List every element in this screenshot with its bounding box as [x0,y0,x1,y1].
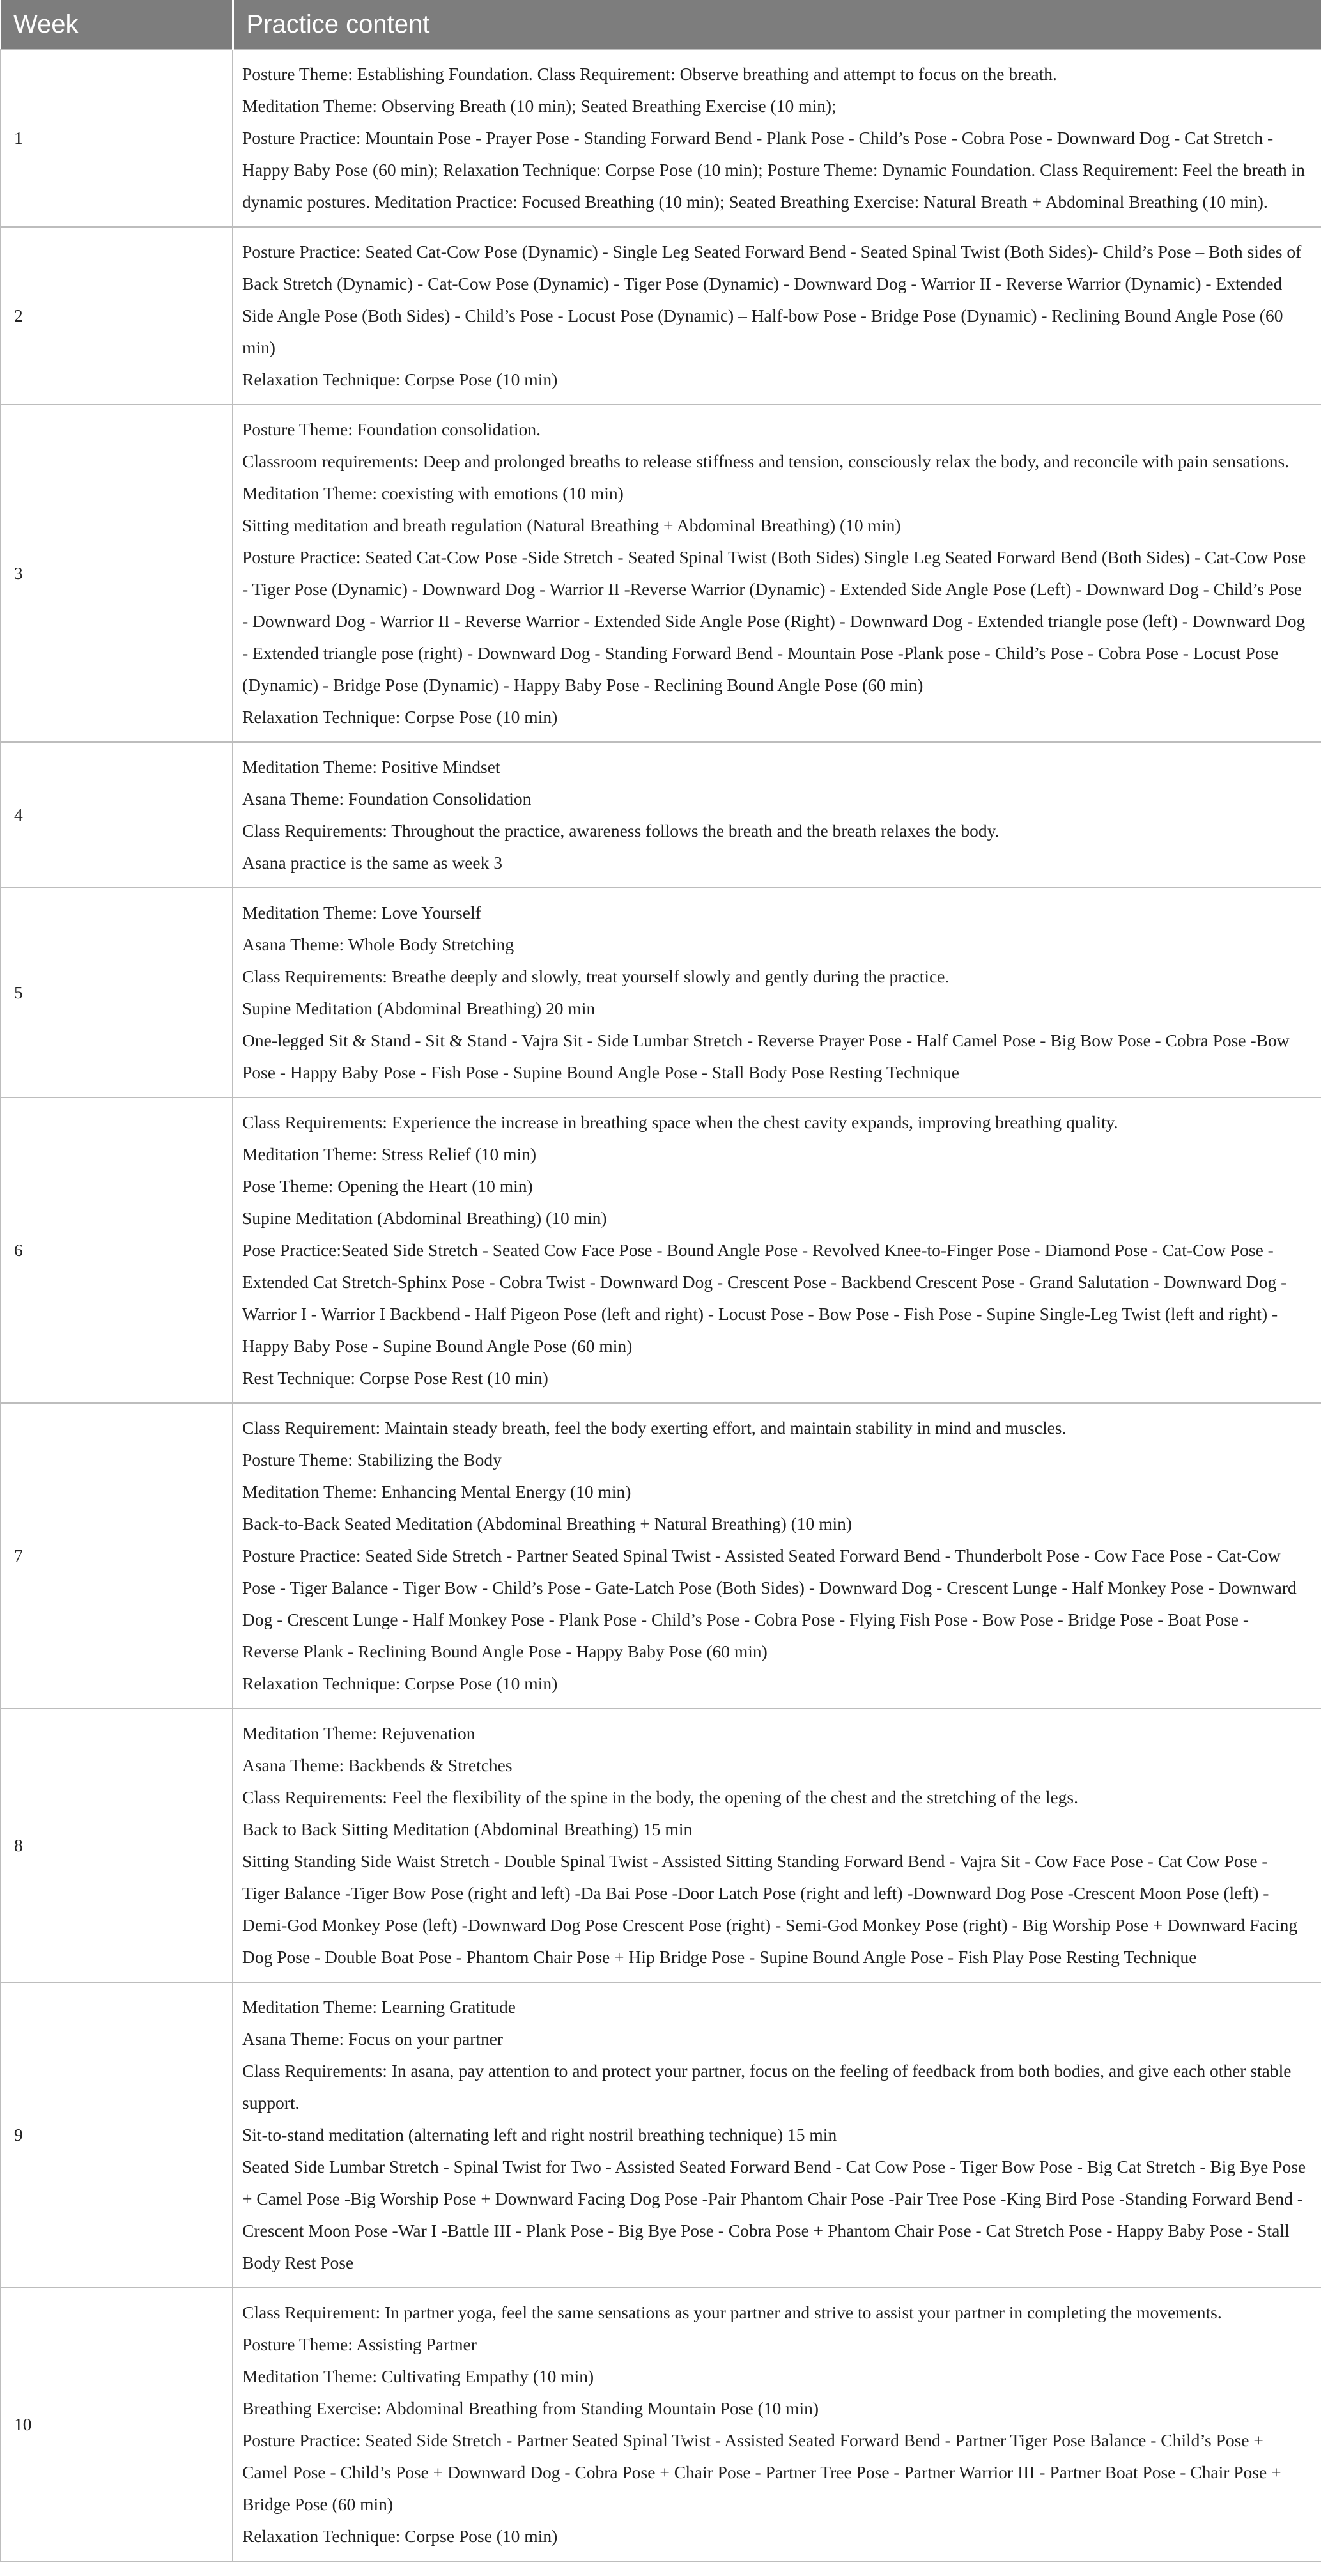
practice-content-line: Back to Back Sitting Meditation (Abdominal Breathing) 15 min [242,1819,693,1839]
practice-content-line: Seated Side Lumbar Stretch - Spinal Twist for Two - Assisted Seated Forward Bend - Cat Cow Pose - Tiger Bow Pose - Big Cat Stretch - Big Bye Pose + Camel Pose -Big Worship Pose + Downward Facing Dog Pose -Pair Phantom Chair Pose -Pair Tree Pose -King Bird Pose -Standing Forward Bend -Crescent Moon Pose -War I -Battle III - Plank Pose - Big Bye Pose - Cobra Pose + Phantom Chair Pose - Cat Stretch Pose - Happy Baby Pose - Stall Body Rest Pose [242,2157,1306,2272]
table-row [1,405,1321,742]
practice-content-line: Classroom requirements: Deep and prolonged breaths to release stiffness and tension, consciously relax the body, and reconcile with pain sensations. [242,451,1290,471]
practice-content-cell [233,227,1321,405]
table-row [1,888,1321,1098]
practice-content-cell [233,1098,1321,1403]
practice-content-line: Asana Theme: Foundation Consolidation [242,789,532,809]
week-number-cell: 6 [1,1098,233,1403]
table-body [1,49,1321,2561]
table-row [1,1098,1321,1403]
practice-content-cell [233,49,1321,227]
practice-content-line: Class Requirements: Experience the increase in breathing space when the chest cavity expands, improving breathing quality. [242,1112,1118,1132]
practice-content-line: Rest Technique: Corpse Pose Rest (10 min) [242,1368,548,1388]
practice-content-line: Relaxation Technique: Corpse Pose (10 min) [242,707,558,727]
practice-content-line: Supine Meditation (Abdominal Breathing) (10 min) [242,1208,607,1228]
practice-content-line: Meditation Theme: Positive Mindset [242,757,500,777]
table-row [1,1982,1321,2288]
practice-content-line: Meditation Theme: Enhancing Mental Energy (10 min) [242,1482,631,1501]
table-row [1,227,1321,405]
practice-content-line: Posture Practice: Seated Side Stretch - Partner Seated Spinal Twist - Assisted Seated Forward Bend - Thunderbolt Pose - Cow Face Pose - Cat-Cow Pose - Tiger Balance - Tiger Bow - Child’s Pose - Gate-Latch Pose (Both Sides) - Downward Dog - Crescent Lunge - Half Monkey Pose - Downward Dog - Crescent Lunge - Half Monkey Pose - Plank Pose - Child’s Pose - Cobra Pose - Flying Fish Pose - Bow Pose - Bridge Pose - Boat Pose - Reverse Plank - Reclining Bound Angle Pose - Happy Baby Pose (60 min) [242,1546,1297,1661]
practice-content-line: Posture Practice: Mountain Pose - Prayer Pose - Standing Forward Bend - Plank Pose - Child’s Pose - Cobra Pose - Downward Dog - Cat Stretch - Happy Baby Pose (60 min); Relaxation Technique: Corpse Pose (10 min); Posture Theme: Dynamic Foundation. Class Requirement: Feel the breath in dynamic postures. Meditation Practice: Focused Breathing (10 min); Seated Breathing Exercise: Natural Breath + Abdominal Breathing (10 min). [242,128,1305,212]
practice-content-line: Posture Theme: Assisting Partner [242,2334,477,2354]
practice-content-cell [233,1982,1321,2288]
week-number-cell: 8 [1,1709,233,1982]
table-row [1,1709,1321,1982]
practice-content-cell [233,888,1321,1098]
practice-content-line: Class Requirements: Breathe deeply and slowly, treat yourself slowly and gently during the practice. [242,966,950,986]
table-row [1,742,1321,888]
week-number-cell: 9 [1,1982,233,2288]
practice-content-line: Meditation Theme: Learning Gratitude [242,1997,516,2017]
practice-content-line: Class Requirements: In asana, pay attention to and protect your partner, focus on the feeling of feedback from both bodies, and give each other stable support. [242,2061,1292,2113]
practice-content-cell [233,2288,1321,2561]
practice-content-line: Posture Practice: Seated Side Stretch - Partner Seated Spinal Twist - Assisted Seated Forward Bend - Partner Tiger Pose Balance - Child’s Pose + Camel Pose - Child’s Pose + Downward Dog - Cobra Pose + Chair Pose - Partner Tree Pose - Partner Warrior III - Partner Boat Pose - Chair Pose + Bridge Pose (60 min) [242,2430,1281,2514]
week-number-cell: 5 [1,888,233,1098]
practice-content-line: One-legged Sit & Stand - Sit & Stand - Vajra Sit - Side Lumbar Stretch - Reverse Prayer Pose - Half Camel Pose - Big Bow Pose - Cobra Pose -Bow Pose - Happy Baby Pose - Fish Pose - Supine Bound Angle Pose - Stall Body Pose Resting Technique [242,1030,1290,1082]
header-row [1,0,1321,49]
practice-content-line: Posture Theme: Establishing Foundation. Class Requirement: Observe breathing and attempt to focus on the breath. [242,64,1057,84]
practice-content-line: Relaxation Technique: Corpse Pose (10 min) [242,369,558,389]
table-header [1,0,1321,49]
practice-content-line: Meditation Theme: coexisting with emotions (10 min) [242,483,624,503]
week-number-cell: 2 [1,227,233,405]
practice-content-line: Asana Theme: Whole Body Stretching [242,935,514,954]
practice-content-line: Sitting meditation and breath regulation (Natural Breathing + Abdominal Breathing) (10 min) [242,515,901,535]
practice-content-cell [233,1403,1321,1709]
practice-content-line: Class Requirements: Throughout the practice, awareness follows the breath and the breath relaxes the body. [242,821,1000,841]
practice-content-line: Meditation Theme: Cultivating Empathy (10 min) [242,2366,594,2386]
practice-content-line: Class Requirements: Feel the flexibility of the spine in the body, the opening of the chest and the stretching of the legs. [242,1787,1078,1807]
practice-content-line: Asana Theme: Focus on your partner [242,2029,504,2049]
practice-content-cell [233,405,1321,742]
practice-content-line: Supine Meditation (Abdominal Breathing) 20 min [242,998,596,1018]
week-number-cell: 4 [1,742,233,888]
practice-content-line: Pose Practice:Seated Side Stretch - Seated Cow Face Pose - Bound Angle Pose - Revolved Knee-to-Finger Pose - Diamond Pose - Cat-Cow Pose - Extended Cat Stretch-Sphinx Pose - Cobra Twist - Downward Dog - Crescent Pose - Backbend Crescent Pose - Grand Salutation - Downward Dog - Warrior I - Warrior I Backbend - Half Pigeon Pose (left and right) - Locust Pose - Bow Pose - Fish Pose - Supine Single-Leg Twist (left and right) - Happy Baby Pose - Supine Bound Angle Pose (60 min) [242,1240,1287,1356]
practice-content-line: Posture Theme: Stabilizing the Body [242,1450,502,1470]
practice-content-column-header: Practice content [233,0,1321,49]
practice-content-line: Posture Theme: Foundation consolidation. [242,419,541,439]
practice-content-line: Relaxation Technique: Corpse Pose (10 min) [242,2526,558,2546]
practice-content-line: Relaxation Technique: Corpse Pose (10 min) [242,1673,558,1693]
week-column-header: Week [1,0,233,49]
practice-content-line: Sit-to-stand meditation (alternating left and right nostril breathing technique) 15 min [242,2125,837,2145]
table-row [1,49,1321,227]
practice-content-line: Meditation Theme: Stress Relief (10 min) [242,1144,537,1164]
practice-content-line: Sitting Standing Side Waist Stretch - Double Spinal Twist - Assisted Sitting Standing Forward Bend - Vajra Sit - Cow Face Pose - Cat Cow Pose - Tiger Balance -Tiger Bow Pose (right and left) -Da Bai Pose -Door Latch Pose (right and left) -Downward Dog Pose -Crescent Moon Pose (left) -Demi-God Monkey Pose (left) -Downward Dog Pose Crescent Pose (right) - Semi-God Monkey Pose (right) - Big Worship Pose + Downward Facing Dog Pose - Double Boat Pose - Phantom Chair Pose + Hip Bridge Pose - Supine Bound Angle Pose - Fish Play Pose Resting Technique [242,1851,1298,1967]
table-row [1,1403,1321,1709]
week-number-cell: 10 [1,2288,233,2561]
practice-content-line: Meditation Theme: Rejuvenation [242,1723,475,1743]
practice-content-line: Asana practice is the same as week 3 [242,853,502,873]
table-row [1,2288,1321,2561]
practice-content-line: Meditation Theme: Love Yourself [242,903,481,922]
practice-content-line: Posture Practice: Seated Cat-Cow Pose (Dynamic) - Single Leg Seated Forward Bend - Seated Spinal Twist (Both Sides)- Child’s Pose – Both sides of Back Stretch (Dynamic) - Cat-Cow Pose (Dynamic) - Tiger Pose (Dynamic) - Downward Dog - Warrior II - Reverse Warrior (Dynamic) - Extended Side Angle Pose (Both Sides) - Child’s Pose - Locust Pose (Dynamic) – Half-bow Pose - Bridge Pose (Dynamic) - Reclining Bound Angle Pose (60 min) [242,242,1302,357]
practice-content-cell [233,1709,1321,1982]
practice-content-line: Breathing Exercise: Abdominal Breathing from Standing Mountain Pose (10 min) [242,2398,819,2418]
practice-content-line: Posture Practice: Seated Cat-Cow Pose -Side Stretch - Seated Spinal Twist (Both Sides) Single Leg Seated Forward Bend (Both Sides) - Cat-Cow Pose - Tiger Pose (Dynamic) - Downward Dog - Warrior II -Reverse Warrior (Dynamic) - Extended Side Angle Pose (Left) - Downward Dog - Child’s Pose - Downward Dog - Warrior II - Reverse Warrior - Extended Side Angle Pose (Right) - Downward Dog - Extended triangle pose (left) - Downward Dog - Extended triangle pose (right) - Downward Dog - Standing Forward Bend - Mountain Pose -Plank pose - Child’s Pose - Cobra Pose - Locust Pose (Dynamic) - Bridge Pose (Dynamic) - Happy Baby Pose - Reclining Bound Angle Pose (60 min) [242,547,1306,695]
practice-content-line: Class Requirement: In partner yoga, feel the same sensations as your partner and strive to assist your partner in completing the movements. [242,2302,1222,2322]
practice-content-line: Class Requirement: Maintain steady breath, feel the body exerting effort, and maintain stability in mind and muscles. [242,1418,1067,1438]
practice-content-line: Back-to-Back Seated Meditation (Abdominal Breathing + Natural Breathing) (10 min) [242,1514,853,1533]
practice-content-cell [233,742,1321,888]
practice-content-line: Asana Theme: Backbends & Stretches [242,1755,513,1775]
week-number-cell: 7 [1,1403,233,1709]
practice-content-line: Pose Theme: Opening the Heart (10 min) [242,1176,533,1196]
week-number-cell: 3 [1,405,233,742]
practice-content-line: Meditation Theme: Observing Breath (10 min); Seated Breathing Exercise (10 min); [242,96,837,116]
week-number-cell: 1 [1,49,233,227]
